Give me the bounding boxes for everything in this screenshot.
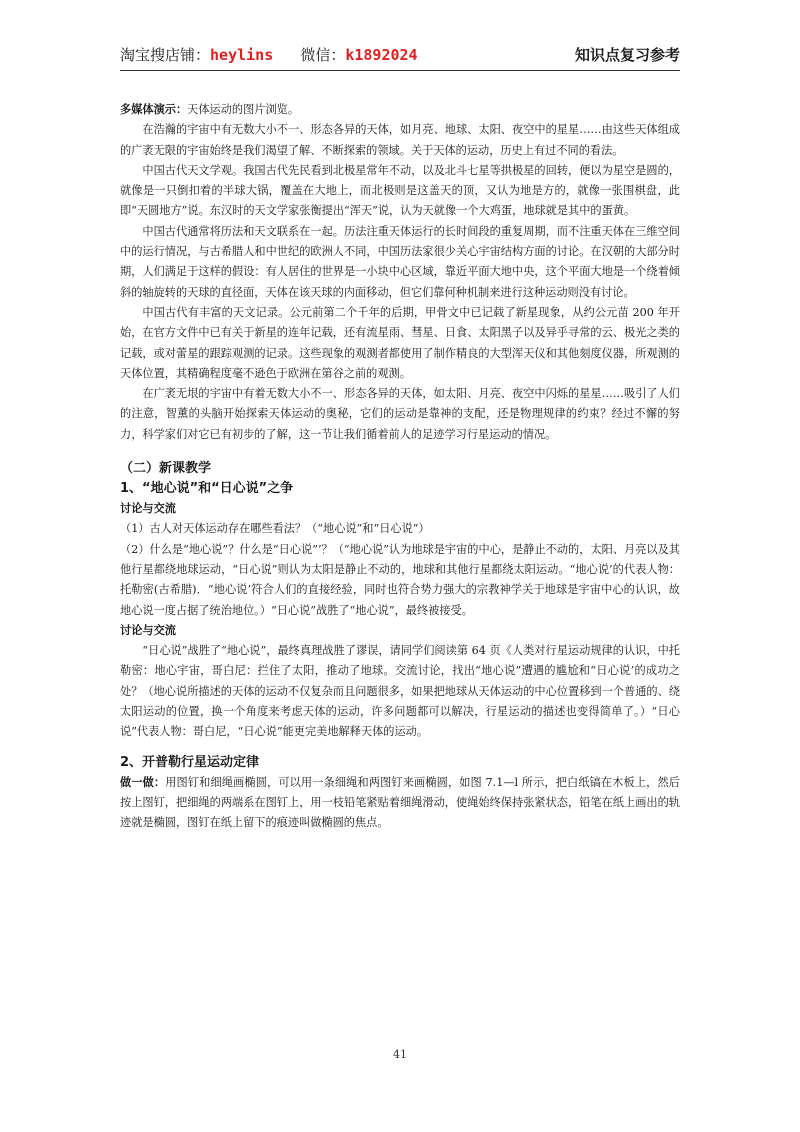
header-title: 知识点复习参考 bbox=[574, 46, 680, 64]
intro-paragraph: 中国古代通常将历法和天文联系在一起。历法注重天体运行的长时间段的重复周期，而不注重天体在三维空间中的运行情况，与古希腊人和中世纪的欧洲人不同，中国历法家很少关心宇宙结构方面的讨论。在汉朝的大部分时期，人们满足于这样的假设：有人居住的世界是一小块中心区域，靠近平面大地中央，这个平面大地是一个绕着倾斜的轴旋转的天球的直径面，天体在该天球的内面移动，但它们靠何种机制来进行这种运动则没有讨论。 bbox=[120, 224, 680, 299]
multimedia-label: 多媒体演示： bbox=[120, 103, 188, 116]
intro-paragraph: 中国古代有丰富的天文记录。公元前第二个千年的后期，甲骨文中已记载了新星现象，从约公元苗 200 年开始，在官方文件中已有关于新星的连年记载，还有流星雨、彗星、日食、太阳黑子以及异乎寻常的云、极光之类的记载，或对蕾星的跟踪观测的记录。这些现象的观测者都使用了制作精良的大型浑天仪和其他刻度仪器，所观测的天体位置，其精确程度毫不逊色于欧洲在第谷之前的观测。 bbox=[120, 305, 680, 380]
activity-paragraph bbox=[120, 773, 680, 834]
subsection-heading: 2、开普勒行星运动定律 bbox=[120, 754, 260, 770]
intro-paragraph: 在广袤无垠的宇宙中有着无数大小不一、形态各异的天体，如太阳、月亮、夜空中闪烁的星星……吸引了人们的注意，智薰的头脑开始探索天体运动的奥秘，它们的运动是靠神的支配，还是物理规律的约束？经过不懈的努力，科学家们对它已有初步的了解，这一节让我们循着前人的足迹学习行星运动的情况。 bbox=[120, 387, 680, 441]
discussion-label: 讨论与交流 bbox=[120, 623, 176, 637]
wechat-label: 微信： bbox=[300, 46, 346, 64]
intro-paragraph: 中国古代天文学观。我国古代先民看到北极星常年不动，以及北斗七星等拱极星的回转，便以为星空是圆的，就像是一只倒扣着的半球大锅，覆盖在大地上，而北极则是这盖天的顶，又认为地是方的，就像一张围棋盘，此即“天圆地方”说。东汉时的天文学家张衡提出“浑天”说，认为天就像一个大鸡蛋，地球就是其中的蛋黄。 bbox=[120, 163, 680, 218]
question-2: （2）什么是“地心说”？什么是“日心说”’？（“地心说”认为地球是宇宙的中心，是静止不动的，太阳、月亮以及其他行星都绕地球运动，“日心说”则认为太阳是静止不动的，地球和其他行星都绕太阳运动。“地心说’的代表人物：托勒密(古希腊)．“地心说’符合人们的直接经验，同时也符合势力强大的宗教神学关于地球是宇宙中心的认识，故地心说一度占据了统治地位。）“日心说”战胜了“地心说”，最终被接受。 bbox=[120, 542, 680, 617]
page-number: 41 bbox=[393, 1048, 407, 1061]
intro-paragraph: 在浩瀚的宇宙中有无数大小不一、形态各异的天体，如月亮、地球、太阳、夜空中的星星……由这些天体组成的广袤无限的宇宙始终是我们渴望了解、不断探索的领域。关于天体的运动，历史上有过不同的看法。 bbox=[120, 123, 680, 157]
activity-text: 用图钉和细绳画椭圆，可以用一条细绳和两图钉来画椭圆，如图 7.1—l 所示，把白纸镐在木板上，然后按上图钉，把细绳的两端系在图钉上，用一枝铅笔紧贴着细绳滑动，使绳始终保持张紧状态，铅笔在纸上画出的轨迹就是椭圆，图钉在纸上留下的痕迹叫做椭圆的焦点。 bbox=[120, 775, 680, 830]
shop-info bbox=[120, 44, 418, 65]
multimedia-line bbox=[120, 100, 680, 120]
page-header bbox=[120, 40, 680, 71]
discussion-label: 讨论与交流 bbox=[120, 502, 176, 516]
page-content bbox=[120, 100, 680, 834]
activity-label: 做一做： bbox=[120, 775, 166, 789]
subsection-heading: 1、“地心说”和“日心说”之争 bbox=[120, 481, 294, 497]
question-1: （1）古人对天体运动存在哪些看法？（“地心说”和“日心说”） bbox=[120, 522, 430, 536]
wechat-id: k1892024 bbox=[345, 46, 418, 64]
discussion-paragraph: “日心说”战胜了“地心说”，最终真理战胜了谬误，请同学们阅读第 64 页《人类对行星运动规律的认识，中托勒密：地心宇宙，哥白尼：拦住了太阳，推动了地球。交流讨论，找出“地心说”遭遇的尴尬和“日心说’的成功之处？（地心说所描述的天体的运动不仅复杂而且问题很多，如果把地球从天体运动的中心位置移到一个普通的、绕太阳运动的位置，换一个角度来考虑天体的运动，许多问题都可以解决，行星运动的描述也变得简单了。）“日心说”代表人物：哥白尼，“日心说”能更完美地解释天体的运动。 bbox=[120, 644, 680, 739]
shop-name: heylins bbox=[210, 46, 274, 64]
section-heading: （二）新课教学 bbox=[120, 461, 212, 477]
shop-label: 淘宝搜店铺： bbox=[120, 46, 211, 64]
multimedia-text: 天体运动的图片浏览。 bbox=[187, 103, 300, 116]
